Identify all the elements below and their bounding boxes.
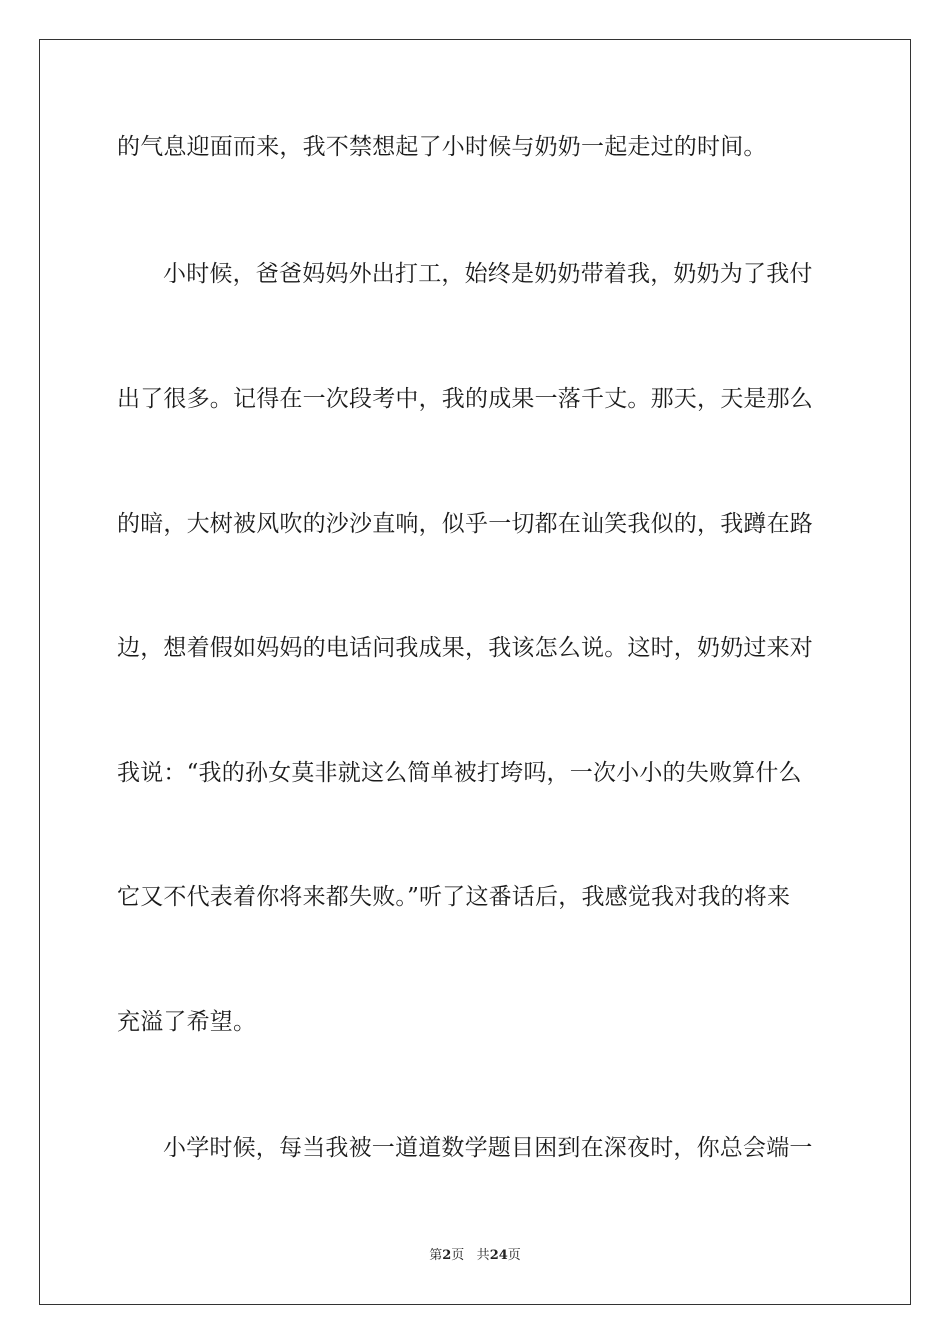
text-line: 边，想着假如妈妈的电话问我成果，我该怎么说。这时，奶奶过来对 xyxy=(117,635,813,661)
page-border xyxy=(39,39,911,1305)
total-prefix: 共 xyxy=(476,1248,490,1263)
text-line: 小时候，爸爸妈妈外出打工，始终是奶奶带着我，奶奶为了我付 xyxy=(163,261,813,287)
text-line: 的气息迎面而来，我不禁想起了小时候与奶奶一起走过的时间。 xyxy=(117,134,767,160)
total-page-number: 24 xyxy=(489,1248,508,1263)
text-line: 小学时候，每当我被一道道数学题目困到在深夜时，你总会端一 xyxy=(163,1135,813,1161)
text-line: 的暗，大树被风吹的沙沙直响，似乎一切都在讪笑我似的，我蹲在路 xyxy=(117,511,813,537)
page-prefix: 第 xyxy=(429,1248,443,1263)
page-footer xyxy=(0,1247,950,1265)
text-line: 出了很多。记得在一次段考中，我的成果一落千丈。那天，天是那么 xyxy=(117,386,813,412)
text-line: 它又不代表着你将来都失败。”听了这番话后，我感觉我对我的将来 xyxy=(117,884,791,910)
page-unit: 页 xyxy=(451,1248,465,1263)
current-page-number: 2 xyxy=(442,1248,452,1263)
total-unit: 页 xyxy=(507,1248,521,1263)
text-line: 充溢了希望。 xyxy=(117,1009,257,1035)
text-line: 我说：“我的孙女莫非就这么简单被打垮吗，一次小小的失败算什么 xyxy=(117,760,802,786)
